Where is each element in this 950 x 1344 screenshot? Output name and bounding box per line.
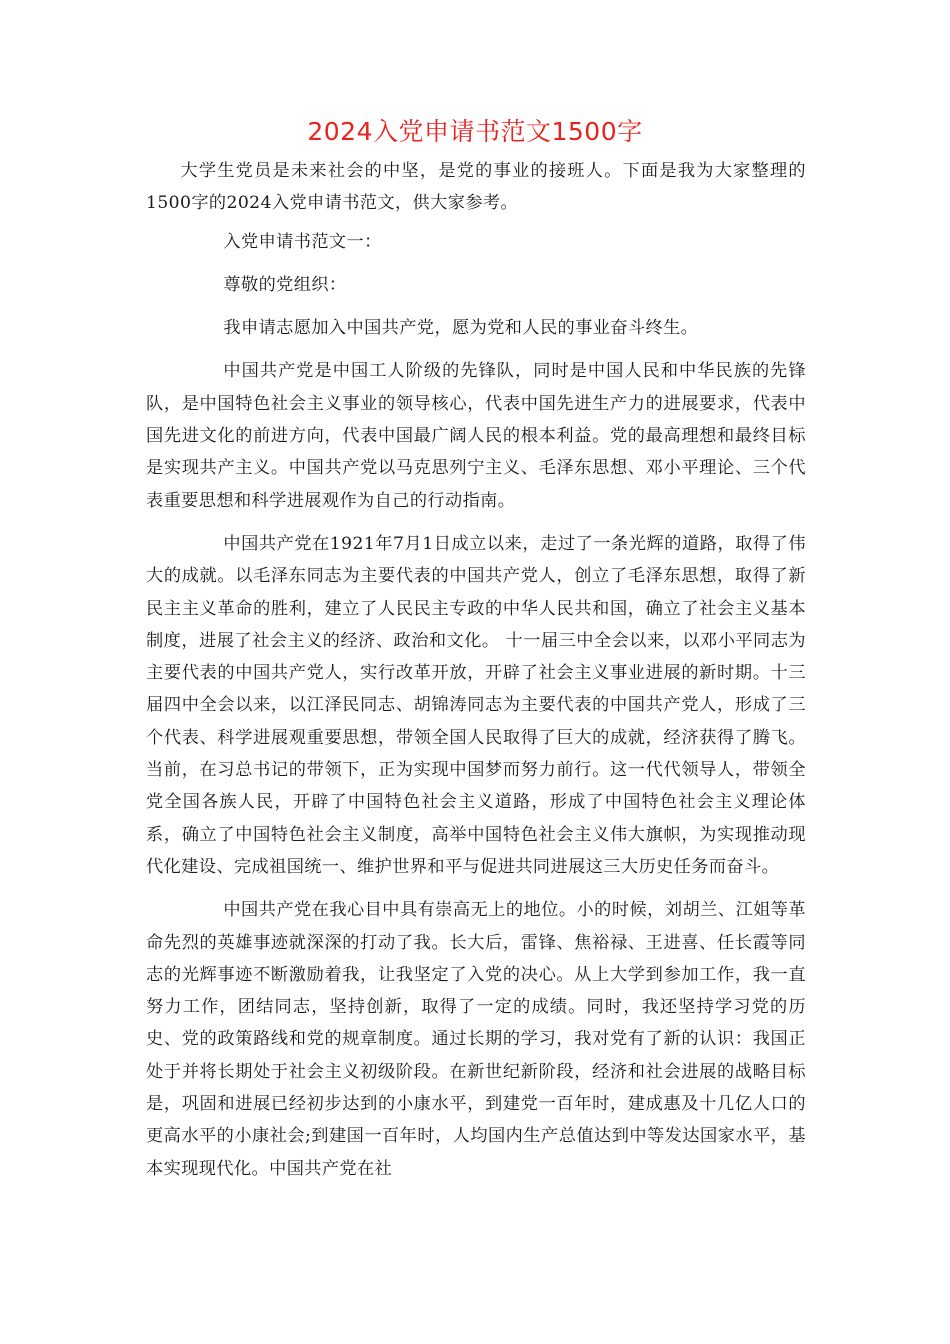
body-paragraph: 中国共产党在1921年7月1日成立以来，走过了一条光辉的道路，取得了伟大的成就。以毛泽东同志为主要代表的中国共产党人，创立了毛泽东思想，取得了新民主主义革命的胜利，建立了人民民主专政的中华人民共和国，确立了社会主义基本制度，进展了社会主义的经济、政治和文化。 十一届三中全会以来，以邓小平同志为主要代表的中国共产党人，实行改革开放，开辟了社会主义事业进展的新时期。十三届四中全会以来，以江泽民同志、胡锦涛同志为主要代表的中国共产党人，形成了三个代表、科学进展观重要思想，带领全国人民取得了巨大的成就，经济获得了腾飞。当前，在习总书记的带领下，正为实现中国梦而努力前行。这一代代领导人，带领全党全国各族人民，开辟了中国特色社会主义道路，形成了中国特色社会主义理论体系，确立了中国特色社会主义制度，高举中国特色社会主义伟大旗帜，为实现推动现代化建设、完成祖国统一、维护世界和平与促进共同进展这三大历史任务而奋斗。 <box>146 533 806 877</box>
document-title: 2024入党申请书范文1500字 <box>307 117 643 146</box>
declaration-paragraph: 我申请志愿加入中国共产党，愿为党和人民的事业奋斗终生。 <box>223 318 699 339</box>
body-paragraph: 中国共产党在我心目中具有崇高无上的地位。小的时候，刘胡兰、江姐等革命先烈的英雄事迹就深深的打动了我。长大后，雷锋、焦裕禄、王进喜、任长霞等同志的光辉事迹不断激励着我，让我坚定了入党的决心。从上大学到参加工作，我一直努力工作，团结同志，坚持创新，取得了一定的成绩。同时，我还坚持学习党的历史、党的政策路线和党的规章制度。通过长期的学习，我对党有了新的认识：我国正处于并将长期处于社会主义初级阶段。在新世纪新阶段，经济和社会进展的战略目标是，巩固和进展已经初步达到的小康水平，到建党一百年时，建成惠及十几亿人口的更高水平的小康社会;到建国一百年时，人均国内生产总值达到中等发达国家水平，基本实现现代化。中国共产党在社 <box>146 900 806 1179</box>
intro-paragraph: 大学生党员是未来社会的中坚，是党的事业的接班人。下面是我为大家整理的1500字的2024入党申请书范文，供大家参考。 <box>146 161 806 214</box>
salutation: 尊敬的党组织： <box>223 274 347 295</box>
document-body <box>146 155 806 1185</box>
section-heading: 入党申请书范文一： <box>223 231 382 252</box>
body-paragraph: 中国共产党是中国工人阶级的先锋队，同时是中国人民和中华民族的先锋队，是中国特色社会主义事业的领导核心，代表中国先进生产力的进展要求，代表中国先进文化的前进方向，代表中国最广阔人民的根本利益。党的最高理想和最终目标是实现共产主义。中国共产党以马克思列宁主义、毛泽东思想、邓小平理论、三个代表重要思想和科学进展观作为自己的行动指南。 <box>146 361 806 511</box>
